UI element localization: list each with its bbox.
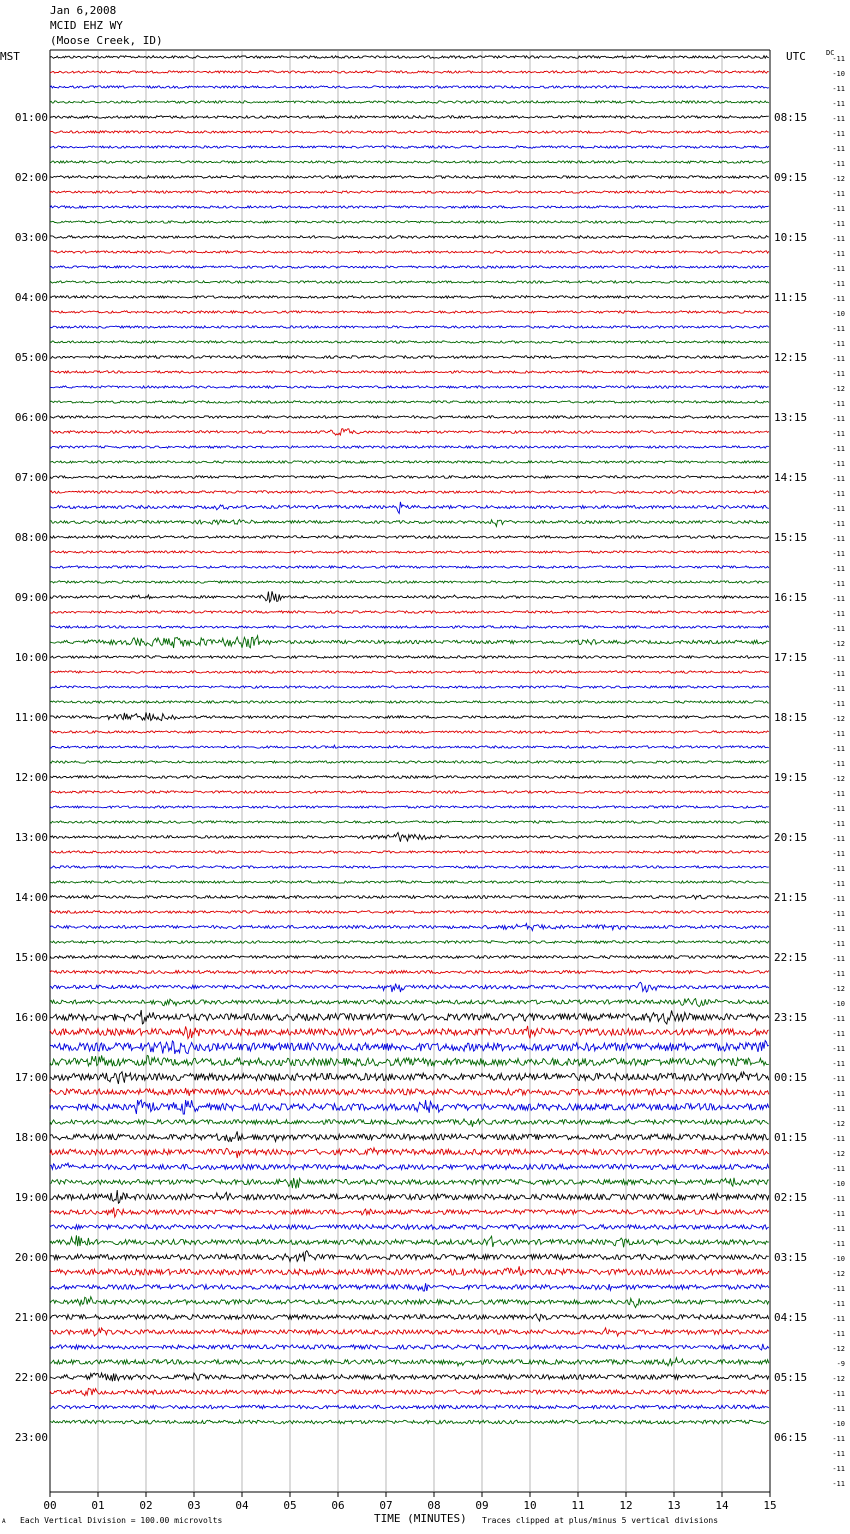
dc-offset-value: -11: [832, 265, 845, 273]
left-hour-label: 01:00: [14, 111, 48, 124]
dc-offset-value: -11: [832, 490, 845, 498]
dc-offset-value: -11: [832, 295, 845, 303]
seismic-trace: [50, 191, 769, 193]
seismic-trace: [50, 941, 769, 944]
seismic-trace: [50, 429, 769, 435]
dc-offset-value: -12: [832, 985, 845, 993]
left-hour-label: 11:00: [14, 711, 48, 724]
x-tick-label: 10: [523, 1499, 537, 1512]
seismic-trace: [50, 296, 769, 299]
left-hour-label: 04:00: [14, 291, 48, 304]
dc-offset-value: -11: [832, 85, 845, 93]
seismic-trace: [50, 1041, 769, 1054]
seismic-trace: [50, 1373, 769, 1381]
seismic-trace: [50, 956, 769, 959]
seismic-trace: [50, 536, 769, 539]
seismic-trace: [50, 806, 769, 808]
dc-offset-value: -12: [832, 1375, 845, 1383]
seismic-trace: [50, 1163, 769, 1170]
seismic-trace: [50, 101, 769, 103]
dc-offset-value: -10: [832, 1255, 845, 1263]
dc-offset-value: -11: [832, 220, 845, 228]
seismic-trace: [50, 731, 769, 733]
left-hour-label: 17:00: [14, 1071, 48, 1084]
dc-offset-value: -11: [832, 115, 845, 123]
dc-offset-value: -11: [832, 580, 845, 588]
dc-offset-value: -11: [832, 820, 845, 828]
clip-note: Traces clipped at plus/minus 5 vertical divisions: [482, 1516, 719, 1525]
dc-offset-value: -11: [832, 250, 845, 258]
seismic-trace: [50, 626, 769, 628]
seismic-trace: [50, 116, 769, 119]
dc-offset-value: -10: [832, 1180, 845, 1188]
seismic-trace: [50, 712, 769, 720]
seismic-trace: [50, 161, 769, 163]
left-hour-label: 14:00: [14, 891, 48, 904]
dc-offset-value: -11: [832, 1405, 845, 1413]
x-tick-label: 11: [571, 1499, 585, 1512]
left-hour-label: 20:00: [14, 1251, 48, 1264]
seismic-traces: [50, 56, 769, 1424]
right-hour-label: 14:15: [774, 471, 808, 484]
dc-offset-value: -11: [832, 925, 845, 933]
seismic-trace: [50, 416, 769, 419]
dc-offset-value: -10: [832, 1000, 845, 1008]
right-hour-label: 03:15: [774, 1251, 808, 1264]
left-hour-label: 10:00: [14, 651, 48, 664]
seismic-trace: [50, 236, 769, 239]
left-hour-label: 02:00: [14, 171, 48, 184]
dc-offset-value: -12: [832, 640, 845, 648]
seismic-trace: [50, 1235, 769, 1247]
seismic-trace: [50, 1420, 769, 1424]
dc-offset-value: -11: [832, 910, 845, 918]
seismic-trace: [50, 776, 769, 779]
right-hour-label: 00:15: [774, 1071, 808, 1084]
seismic-trace: [50, 386, 769, 388]
seismic-trace: [50, 895, 769, 899]
right-hour-label: 23:15: [774, 1011, 808, 1024]
seismic-trace: [50, 1266, 769, 1275]
dc-offset-value: -11: [832, 1480, 845, 1488]
dc-offset-value: -11: [832, 1165, 845, 1173]
right-hour-label: 08:15: [774, 111, 808, 124]
dc-offset-value: -11: [832, 565, 845, 573]
seismic-trace: [50, 356, 769, 359]
seismic-trace: [50, 326, 769, 328]
seismic-trace: [50, 924, 769, 931]
right-hour-label: 06:15: [774, 1431, 808, 1444]
dc-offset-value: -11: [832, 1450, 845, 1458]
seismic-trace: [50, 636, 769, 648]
x-tick-label: 15: [763, 1499, 777, 1512]
dc-offset-value: -11: [832, 445, 845, 453]
dc-offset-value: -11: [832, 145, 845, 153]
dc-offset-value: -11: [832, 130, 845, 138]
dc-offset-value: -11: [832, 1435, 845, 1443]
dc-offset-value: -11: [832, 595, 845, 603]
left-hour-label: 05:00: [14, 351, 48, 364]
dc-offset-value: -11: [832, 55, 845, 63]
dc-offset-value: -11: [832, 1225, 845, 1233]
seismic-trace: [50, 1388, 769, 1395]
dc-offset-value: -11: [832, 895, 845, 903]
dc-offset-value: -11: [832, 1240, 845, 1248]
dc-offset-value: -12: [832, 775, 845, 783]
dc-offset-value: -11: [832, 745, 845, 753]
seismic-trace: [50, 461, 769, 463]
dc-offset-value: -12: [832, 385, 845, 393]
seismic-trace: [50, 911, 769, 914]
seismic-trace: [50, 982, 769, 992]
seismic-trace: [50, 281, 769, 283]
dc-offset-value: -11: [832, 955, 845, 963]
dc-offset-value: -12: [832, 1150, 845, 1158]
seismic-trace: [50, 821, 769, 823]
dc-offset-value: -11: [832, 460, 845, 468]
dc-offset-value: -11: [832, 1315, 845, 1323]
dc-offset-value: -11: [832, 1135, 845, 1143]
seismic-trace: [50, 56, 769, 59]
seismic-trace: [50, 446, 769, 448]
right-hour-label: 21:15: [774, 891, 808, 904]
seismic-trace: [50, 221, 769, 223]
dc-offset-value: -11: [832, 505, 845, 513]
left-hour-label: 07:00: [14, 471, 48, 484]
x-tick-label: 14: [715, 1499, 729, 1512]
seismic-trace: [50, 1088, 769, 1096]
seismic-trace: [50, 1072, 769, 1084]
x-tick-label: 08: [427, 1499, 441, 1512]
seismic-trace: [50, 1055, 769, 1066]
left-hour-label: 21:00: [14, 1311, 48, 1324]
x-tick-label: 02: [139, 1499, 153, 1512]
seismic-trace: [50, 1405, 769, 1409]
right-hour-label: 13:15: [774, 411, 808, 424]
dc-offset-value: -11: [832, 1045, 845, 1053]
seismic-trace: [50, 1026, 769, 1039]
x-tick-label: 01: [91, 1499, 105, 1512]
dc-offset-value: -12: [832, 1120, 845, 1128]
seismic-trace: [50, 476, 769, 479]
dc-offset-value: -11: [832, 790, 845, 798]
x-tick-label: 06: [331, 1499, 345, 1512]
seismic-trace: [50, 146, 769, 148]
dc-offset-value: -11: [832, 535, 845, 543]
seismic-trace: [50, 1208, 769, 1218]
seismic-trace: [50, 566, 769, 568]
dc-offset-value: -11: [832, 1210, 845, 1218]
dc-offset-value: -11: [832, 1075, 845, 1083]
right-hour-label: 01:15: [774, 1131, 808, 1144]
dc-offset-value: -10: [832, 310, 845, 318]
left-hour-label: 22:00: [14, 1371, 48, 1384]
dc-offset-value: -11: [832, 190, 845, 198]
dc-offset-value: -12: [832, 1345, 845, 1353]
right-hour-label: 09:15: [774, 171, 808, 184]
seismic-trace: [50, 881, 769, 883]
dc-offset-value: -11: [832, 1285, 845, 1293]
seismic-trace: [50, 833, 769, 842]
dc-offset-value: -11: [832, 1030, 845, 1038]
dc-offset-value: -12: [832, 1270, 845, 1278]
seismic-trace: [50, 266, 769, 268]
seismic-trace: [50, 1100, 769, 1114]
dc-offset-value: -11: [832, 760, 845, 768]
x-tick-label: 03: [187, 1499, 201, 1512]
left-hour-label: 19:00: [14, 1191, 48, 1204]
x-tick-label: 00: [43, 1499, 57, 1512]
left-hour-label: 15:00: [14, 951, 48, 964]
corner-mark: A: [2, 1518, 6, 1525]
seismic-trace: [50, 686, 769, 688]
seismic-trace: [50, 1314, 769, 1321]
dc-offset-value: -11: [832, 415, 845, 423]
seismic-trace: [50, 371, 769, 373]
dc-offset-value: -11: [832, 100, 845, 108]
x-tick-label: 13: [667, 1499, 681, 1512]
dc-offset-value: -11: [832, 475, 845, 483]
dc-offset-value: -11: [832, 235, 845, 243]
seismic-trace: [50, 1131, 769, 1142]
x-axis-title: TIME (MINUTES): [374, 1512, 467, 1525]
seismic-trace: [50, 970, 769, 973]
seismic-trace: [50, 1328, 769, 1336]
dc-offset-value: -11: [832, 670, 845, 678]
seismic-trace: [50, 611, 769, 613]
left-hour-label: 06:00: [14, 411, 48, 424]
seismic-trace: [50, 1297, 769, 1308]
right-timezone-label: UTC: [786, 50, 806, 63]
left-hour-label: 13:00: [14, 831, 48, 844]
seismic-trace: [50, 176, 769, 179]
dc-offset-value: -11: [832, 550, 845, 558]
seismic-trace: [50, 1344, 769, 1350]
dc-offset-value: -11: [832, 325, 845, 333]
dc-offset-value: -11: [832, 160, 845, 168]
dc-offset-value: -12: [832, 175, 845, 183]
dc-offset-value: -11: [832, 1105, 845, 1113]
seismic-trace: [50, 1225, 769, 1230]
dc-offset-value: -11: [832, 1015, 845, 1023]
seismic-trace: [50, 581, 769, 583]
dc-offset-value: -11: [832, 610, 845, 618]
seismic-trace: [50, 656, 769, 659]
seismic-trace: [50, 206, 769, 208]
dc-offset-label: DC: [826, 49, 835, 57]
dc-offset-value: -11: [832, 1300, 845, 1308]
seismic-trace: [50, 701, 769, 703]
seismic-trace: [50, 1251, 769, 1262]
seismic-trace: [50, 502, 769, 514]
right-hour-label: 11:15: [774, 291, 808, 304]
x-tick-label: 04: [235, 1499, 249, 1512]
dc-offset-value: -11: [832, 940, 845, 948]
dc-offset-value: -11: [832, 865, 845, 873]
seismic-trace: [50, 761, 769, 763]
seismic-trace: [50, 1283, 769, 1291]
dc-offset-value: -11: [832, 625, 845, 633]
left-hour-label: 23:00: [14, 1431, 48, 1444]
dc-offset-value: -10: [832, 70, 845, 78]
plot-date: Jan 6,2008: [50, 4, 117, 17]
seismic-trace: [50, 866, 769, 868]
dc-offset-value: -10: [832, 1420, 845, 1428]
right-hour-label: 20:15: [774, 831, 808, 844]
right-hour-label: 04:15: [774, 1311, 808, 1324]
right-hour-label: 19:15: [774, 771, 808, 784]
seismic-trace: [50, 491, 769, 494]
seismic-trace: [50, 1358, 769, 1366]
seismic-trace: [50, 1148, 769, 1158]
dc-offset-value: -11: [832, 1060, 845, 1068]
left-hour-label: 09:00: [14, 591, 48, 604]
x-tick-label: 05: [283, 1499, 297, 1512]
seismic-trace: [50, 745, 769, 748]
x-tick-label: 09: [475, 1499, 489, 1512]
dc-offset-value: -11: [832, 520, 845, 528]
scale-note: Each Vertical Division = 100.00 microvolts: [20, 1516, 223, 1525]
seismic-trace: [50, 311, 769, 313]
x-tick-label: 12: [619, 1499, 633, 1512]
seismic-trace: [50, 1010, 769, 1024]
seismic-trace: [50, 520, 769, 527]
right-hour-label: 22:15: [774, 951, 808, 964]
right-hour-label: 10:15: [774, 231, 808, 244]
dc-offset-value: -11: [832, 1090, 845, 1098]
dc-offset-value: -11: [832, 730, 845, 738]
left-hour-label: 12:00: [14, 771, 48, 784]
x-tick-label: 07: [379, 1499, 393, 1512]
dc-offset-value: -11: [832, 370, 845, 378]
x-axis: [43, 1492, 776, 1512]
dc-offset-value: -11: [832, 805, 845, 813]
left-hour-label: 18:00: [14, 1131, 48, 1144]
right-hour-label: 16:15: [774, 591, 808, 604]
dc-offset-value: -11: [832, 655, 845, 663]
seismic-trace: [50, 86, 769, 88]
dc-offset-value: -12: [832, 715, 845, 723]
dc-offset-value: -11: [832, 880, 845, 888]
dc-offset-value: -11: [832, 1330, 845, 1338]
right-hour-label: 17:15: [774, 651, 808, 664]
right-hour-label: 18:15: [774, 711, 808, 724]
dc-offset-value: -11: [832, 700, 845, 708]
right-hour-label: 02:15: [774, 1191, 808, 1204]
seismic-trace: [50, 1178, 769, 1189]
dc-offset-value: -11: [832, 850, 845, 858]
dc-offset-value: -11: [832, 1390, 845, 1398]
seismic-trace: [50, 851, 769, 853]
right-hour-label: 15:15: [774, 531, 808, 544]
station-location: (Moose Creek, ID): [50, 34, 163, 47]
dc-offset-value: -11: [832, 970, 845, 978]
dc-offset-value: -11: [832, 340, 845, 348]
seismic-trace: [50, 401, 769, 403]
left-hour-label: 16:00: [14, 1011, 48, 1024]
seismic-trace: [50, 591, 769, 602]
seismic-trace: [50, 791, 769, 793]
seismic-trace: [50, 999, 769, 1007]
seismic-trace: [50, 71, 769, 73]
left-hour-label: 08:00: [14, 531, 48, 544]
dc-offset-value: -11: [832, 835, 845, 843]
dc-offset-value: -11: [832, 205, 845, 213]
left-timezone-label: MST: [0, 50, 20, 63]
dc-offset-value: -11: [832, 1465, 845, 1473]
seismic-trace: [50, 551, 769, 553]
seismic-trace: [50, 1119, 769, 1127]
seismic-trace: [50, 341, 769, 343]
dc-offset-value: -9: [836, 1360, 845, 1368]
dc-offset-value: -11: [832, 355, 845, 363]
right-hour-label: 12:15: [774, 351, 808, 364]
station-name: MCID EHZ WY: [50, 19, 123, 32]
dc-offset-value: -11: [832, 430, 845, 438]
dc-offset-value: -11: [832, 400, 845, 408]
seismic-trace: [50, 251, 769, 253]
seismic-trace: [50, 1190, 769, 1203]
seismic-trace: [50, 671, 769, 673]
right-hour-label: 05:15: [774, 1371, 808, 1384]
dc-offset-value: -11: [832, 685, 845, 693]
seismic-trace: [50, 131, 769, 133]
left-hour-label: 03:00: [14, 231, 48, 244]
dc-offset-value: -11: [832, 280, 845, 288]
dc-offset-value: -11: [832, 1195, 845, 1203]
